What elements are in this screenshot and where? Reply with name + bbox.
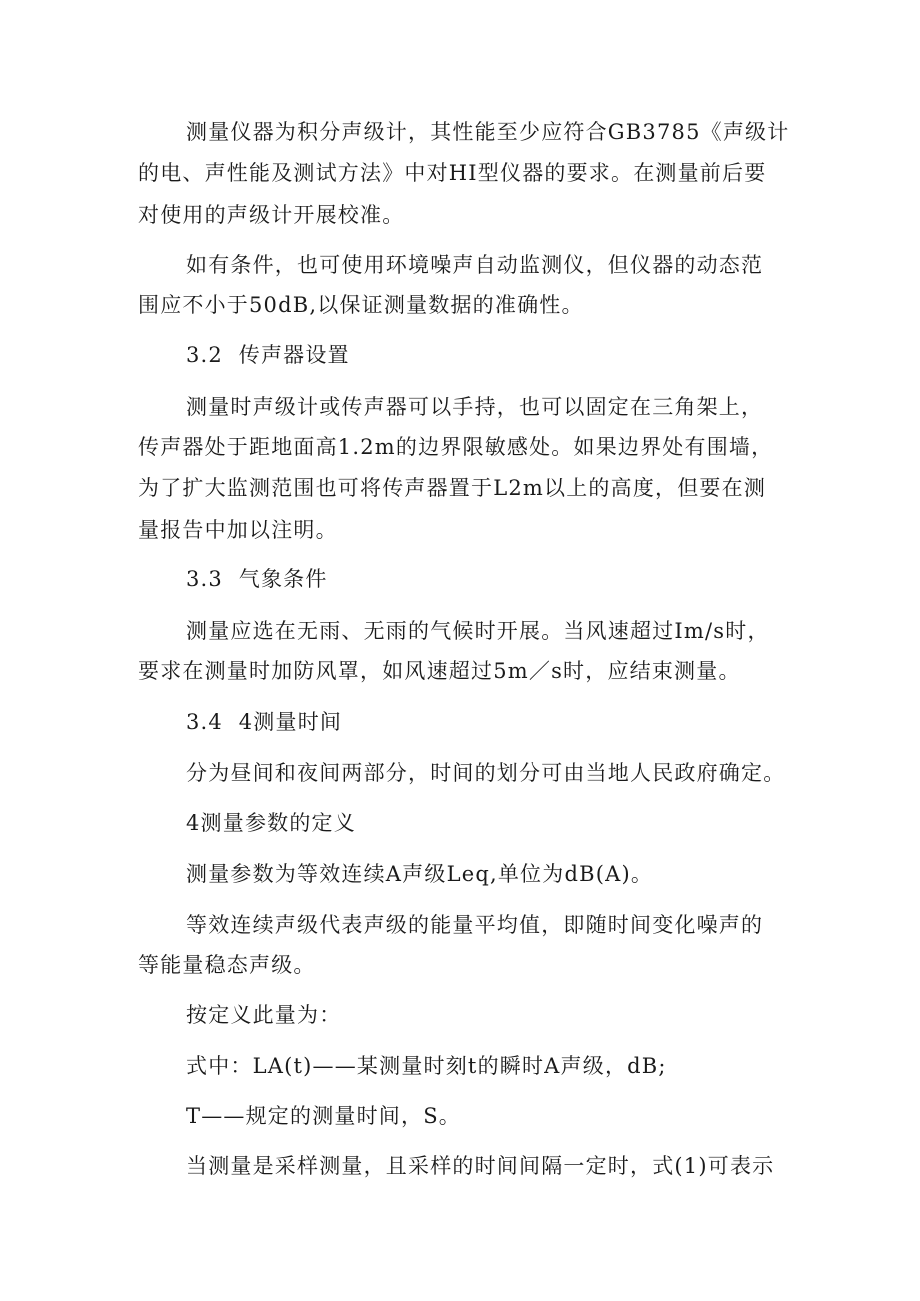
- paragraph-line: 测量参数为等效连续A声级Leq,单位为dB(A)。: [186, 862, 654, 886]
- section-heading: 3.4 4测量时间: [186, 710, 343, 734]
- paragraph-line: 要求在测量时加防风罩，如风速超过5m／s时，应结束测量。: [138, 659, 741, 683]
- paragraph-line: 测量时声级计或传声器可以手持，也可以固定在三角架上，: [186, 395, 764, 419]
- paragraph-line: 对使用的声级计开展校准。: [138, 203, 405, 227]
- paragraph-line: 等能量稳态声级。: [138, 953, 316, 977]
- section-heading: 3.3 气象条件: [186, 567, 328, 591]
- paragraph-line: 按定义此量为：: [186, 1003, 342, 1027]
- paragraph-line: 等效连续声级代表声级的能量平均值，即随时间变化噪声的: [186, 913, 764, 937]
- paragraph-line: 测量仪器为积分声级计，其性能至少应符合GB3785《声级计: [186, 120, 790, 144]
- paragraph-line: 测量应选在无雨、无雨的气候时开展。当风速超过Im/s时，: [186, 619, 770, 643]
- paragraph-line: 为了扩大监测范围也可将传声器置于L2m以上的高度，但要在测: [138, 476, 767, 500]
- section-heading: 4测量参数的定义: [186, 811, 356, 835]
- section-heading: 3.2 传声器设置: [186, 343, 350, 367]
- paragraph-line: 围应不小于50dB,以保证测量数据的准确性。: [138, 293, 584, 317]
- paragraph-line: T——规定的测量时间，S。: [186, 1104, 461, 1128]
- paragraph-line: 量报告中加以注明。: [138, 518, 338, 542]
- paragraph-line: 传声器处于距地面高1.2m的边界限敏感处。如果边界处有围墙，: [138, 435, 774, 459]
- paragraph-line: 当测量是采样测量，且采样的时间间隔一定时，式(1)可表示: [186, 1154, 775, 1178]
- paragraph-line: 如有条件，也可使用环境噪声自动监测仪，但仪器的动态范: [186, 253, 764, 277]
- paragraph-line: 的电、声性能及测试方法》中对HI型仪器的要求。在测量前后要: [138, 161, 767, 185]
- paragraph-line: 分为昼间和夜间两部分，时间的划分可由当地人民政府确定。: [186, 761, 786, 785]
- paragraph-line: 式中：LA(t)——某测量时刻t的瞬时A声级，dB;: [186, 1054, 667, 1078]
